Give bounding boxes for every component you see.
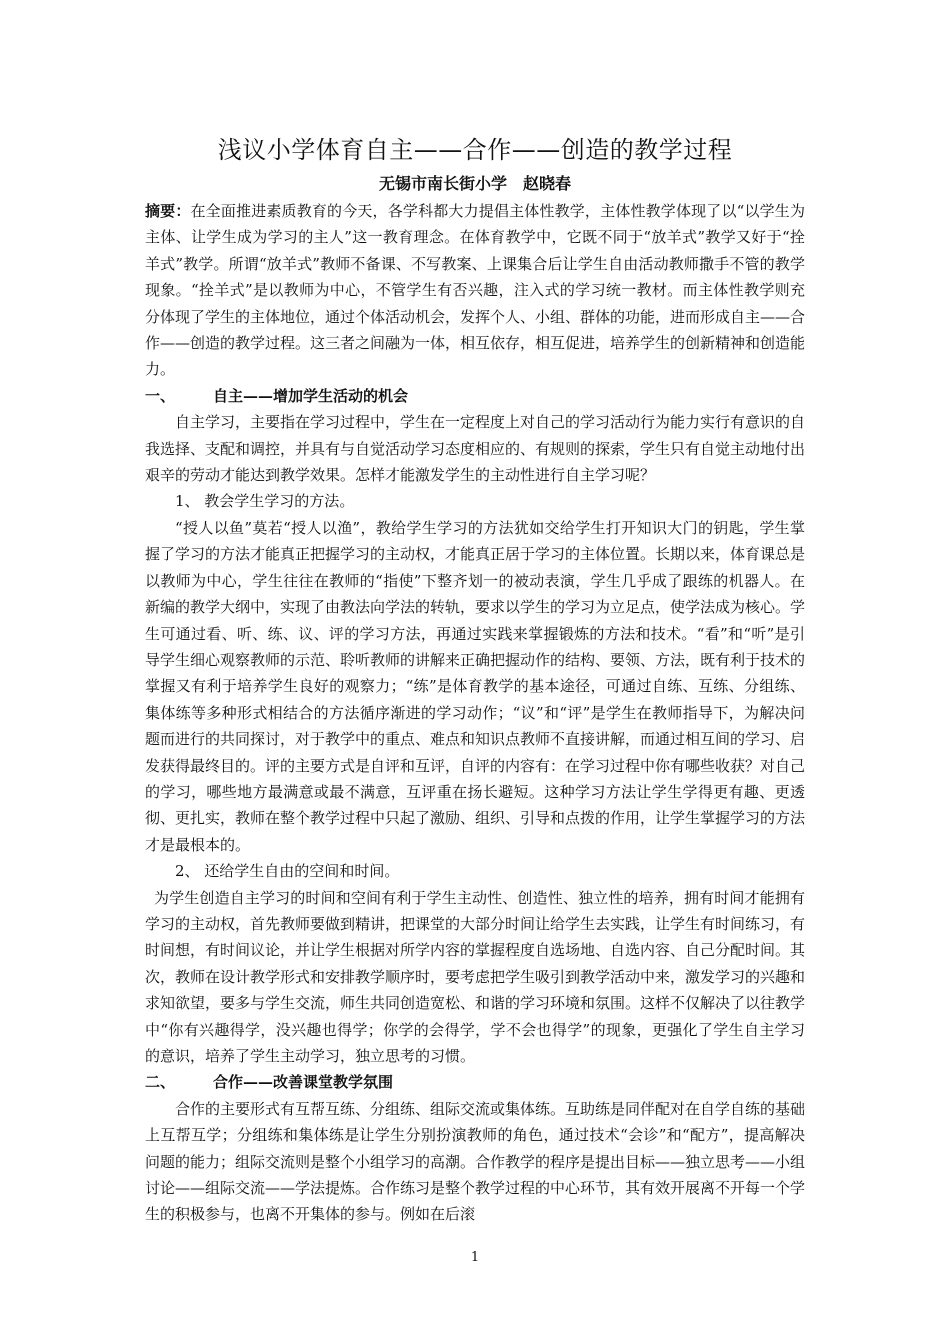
section2-text: 合作的主要形式有互帮互练、分组练、组际交流或集体练。互助练是同伴配对在自学自练的基础上互帮互学；分组练和集体练是让学生分别扮演教师的角色，通过技术“会诊”和“配方”，提高解决问题的能力；组际交流则是整个小组学习的高潮。合作教学的程序是提出目标——独立思考——小组讨论——组际交流——学法提炼。合作练习是整个教学过程的中心环节，其有效开展离不开每一个学生的积极参与，也离不开集体的参与。例如在后滚 xyxy=(145,1099,806,1224)
subsection-title-2: 2、 还给学生自由的空间和时间。 xyxy=(175,862,400,881)
document-page xyxy=(145,130,805,1228)
section-title-2: 合作——改善课堂教学氛围 xyxy=(213,1073,394,1092)
section-number-1: 一、 xyxy=(145,386,176,405)
abstract-paragraph xyxy=(145,198,805,383)
section1-intro: 自主学习，主要指在学习过程中，学生在一定程度上对自己的学习活动行为能力实行有意识的自我选择、支配和调控，并具有与自觉活动学习态度相应的、有规则的探索，学生只有自觉主动地付出艰辛的劳动才能达到教学效果。怎样才能激发学生的主动性进行自主学习呢？ xyxy=(145,413,806,485)
subsection-text-2: 为学生创造自主学习的时间和空间有利于学生主动性、创造性、独立性的培养，拥有时间才能拥有学习的主动权，首先教师要做到精讲，把课堂的大部分时间让给学生去实践，让学生有时间练习，有时间想，有时间议论，并让学生根据对所学内容的掌握程度自选场地、自选内容、自己分配时间。其次，教师在设计教学形式和安排教学顺序时，要考虑把学生吸引到教学活动中来，激发学习的兴趣和求知欲望，要多与学生交流，师生共同创造宽松、和谐的学习环境和氛围。这样不仅解决了以往教学中“你有兴趣得学，没兴趣也得学；你学的会得学，学不会也得学”的现象，更强化了学生自主学习的意识，培养了学生主动学习，独立思考的习惯。 xyxy=(145,888,806,1065)
section-number-2: 二、 xyxy=(145,1073,176,1092)
page-number: 1 xyxy=(470,1250,480,1265)
abstract-text: 在全面推进素质教育的今天，各学科都大力提倡主体性教学，主体性教学体现了以“以学生为主体、让学生成为学习的主人”这一教育理念。在体育教学中，它既不同于“放羊式”教学又好于“拴羊式”教学。所谓“放羊式”教师不备课、不写教案、上课集合后让学生自由活动教师撒手不管的教学现象。“拴羊式”是以教师为中心，不管学生有否兴趣，注入式的学习统一教材。而主体性教学则充分体现了学生的主体地位，通过个体活动机会，发挥个人、小组、群体的功能，进而形成自主——合作——创造的教学过程。这三者之间融为一体，相互依存，相互促进，培养学生的创新精神和创造能力。 xyxy=(145,202,806,379)
section-heading-2 xyxy=(145,1069,805,1095)
subsection-title-1: 1、 教会学生学习的方法。 xyxy=(175,492,355,511)
section-title-1: 自主——增加学生活动的机会 xyxy=(213,386,409,405)
author-line: 无锡市南长街小学 赵晓春 xyxy=(378,174,571,193)
abstract-label: 摘要： xyxy=(145,202,191,220)
document-title: 浅议小学体育自主——合作——创造的教学过程 xyxy=(217,136,733,164)
section-heading-1 xyxy=(145,383,805,409)
subsection-text-1: “授人以鱼”莫若“授人以渔”，教给学生学习的方法犹如交给学生打开知识大门的钥匙，学生掌握了学习的方法才能真正把握学习的主动权，才能真正居于学习的主体位置。长期以来，体育课总是以教师为中心，学生往往在教师的“指使”下整齐划一的被动表演，学生几乎成了跟练的机器人。在新编的教学大纲中，实现了由教法向学法的转轨，要求以学生的学习为立足点，使学法成为核心。学生可通过看、听、练、议、评的学习方法，再通过实践来掌握锻炼的方法和技术。“看”和“听”是引导学生细心观察教师的示范、聆听教师的讲解来正确把握动作的结构、要领、方法，既有利于技术的掌握又有利于培养学生良好的观察力；“练”是体育教学的基本途径，可通过自练、互练、分组练、集体练等多种形式相结合的方法循序渐进的学习动作；“议”和“评”是学生在教师指导下，为解决问题而进行的共同探讨，对于教学中的重点、难点和知识点教师不直接讲解，而通过相互间的学习、启发获得最终目的。评的主要方式是自评和互评，自评的内容有：在学习过程中你有哪些收获？对自己的学习，哪些地方最满意或最不满意，互评重在扬长避短。这种学习方法让学生学得更有趣、更透彻、更扎实，教师在整个教学过程中只起了激励、组织、引导和点拨的作用，让学生掌握学习的方法才是最根本的。 xyxy=(145,518,806,854)
